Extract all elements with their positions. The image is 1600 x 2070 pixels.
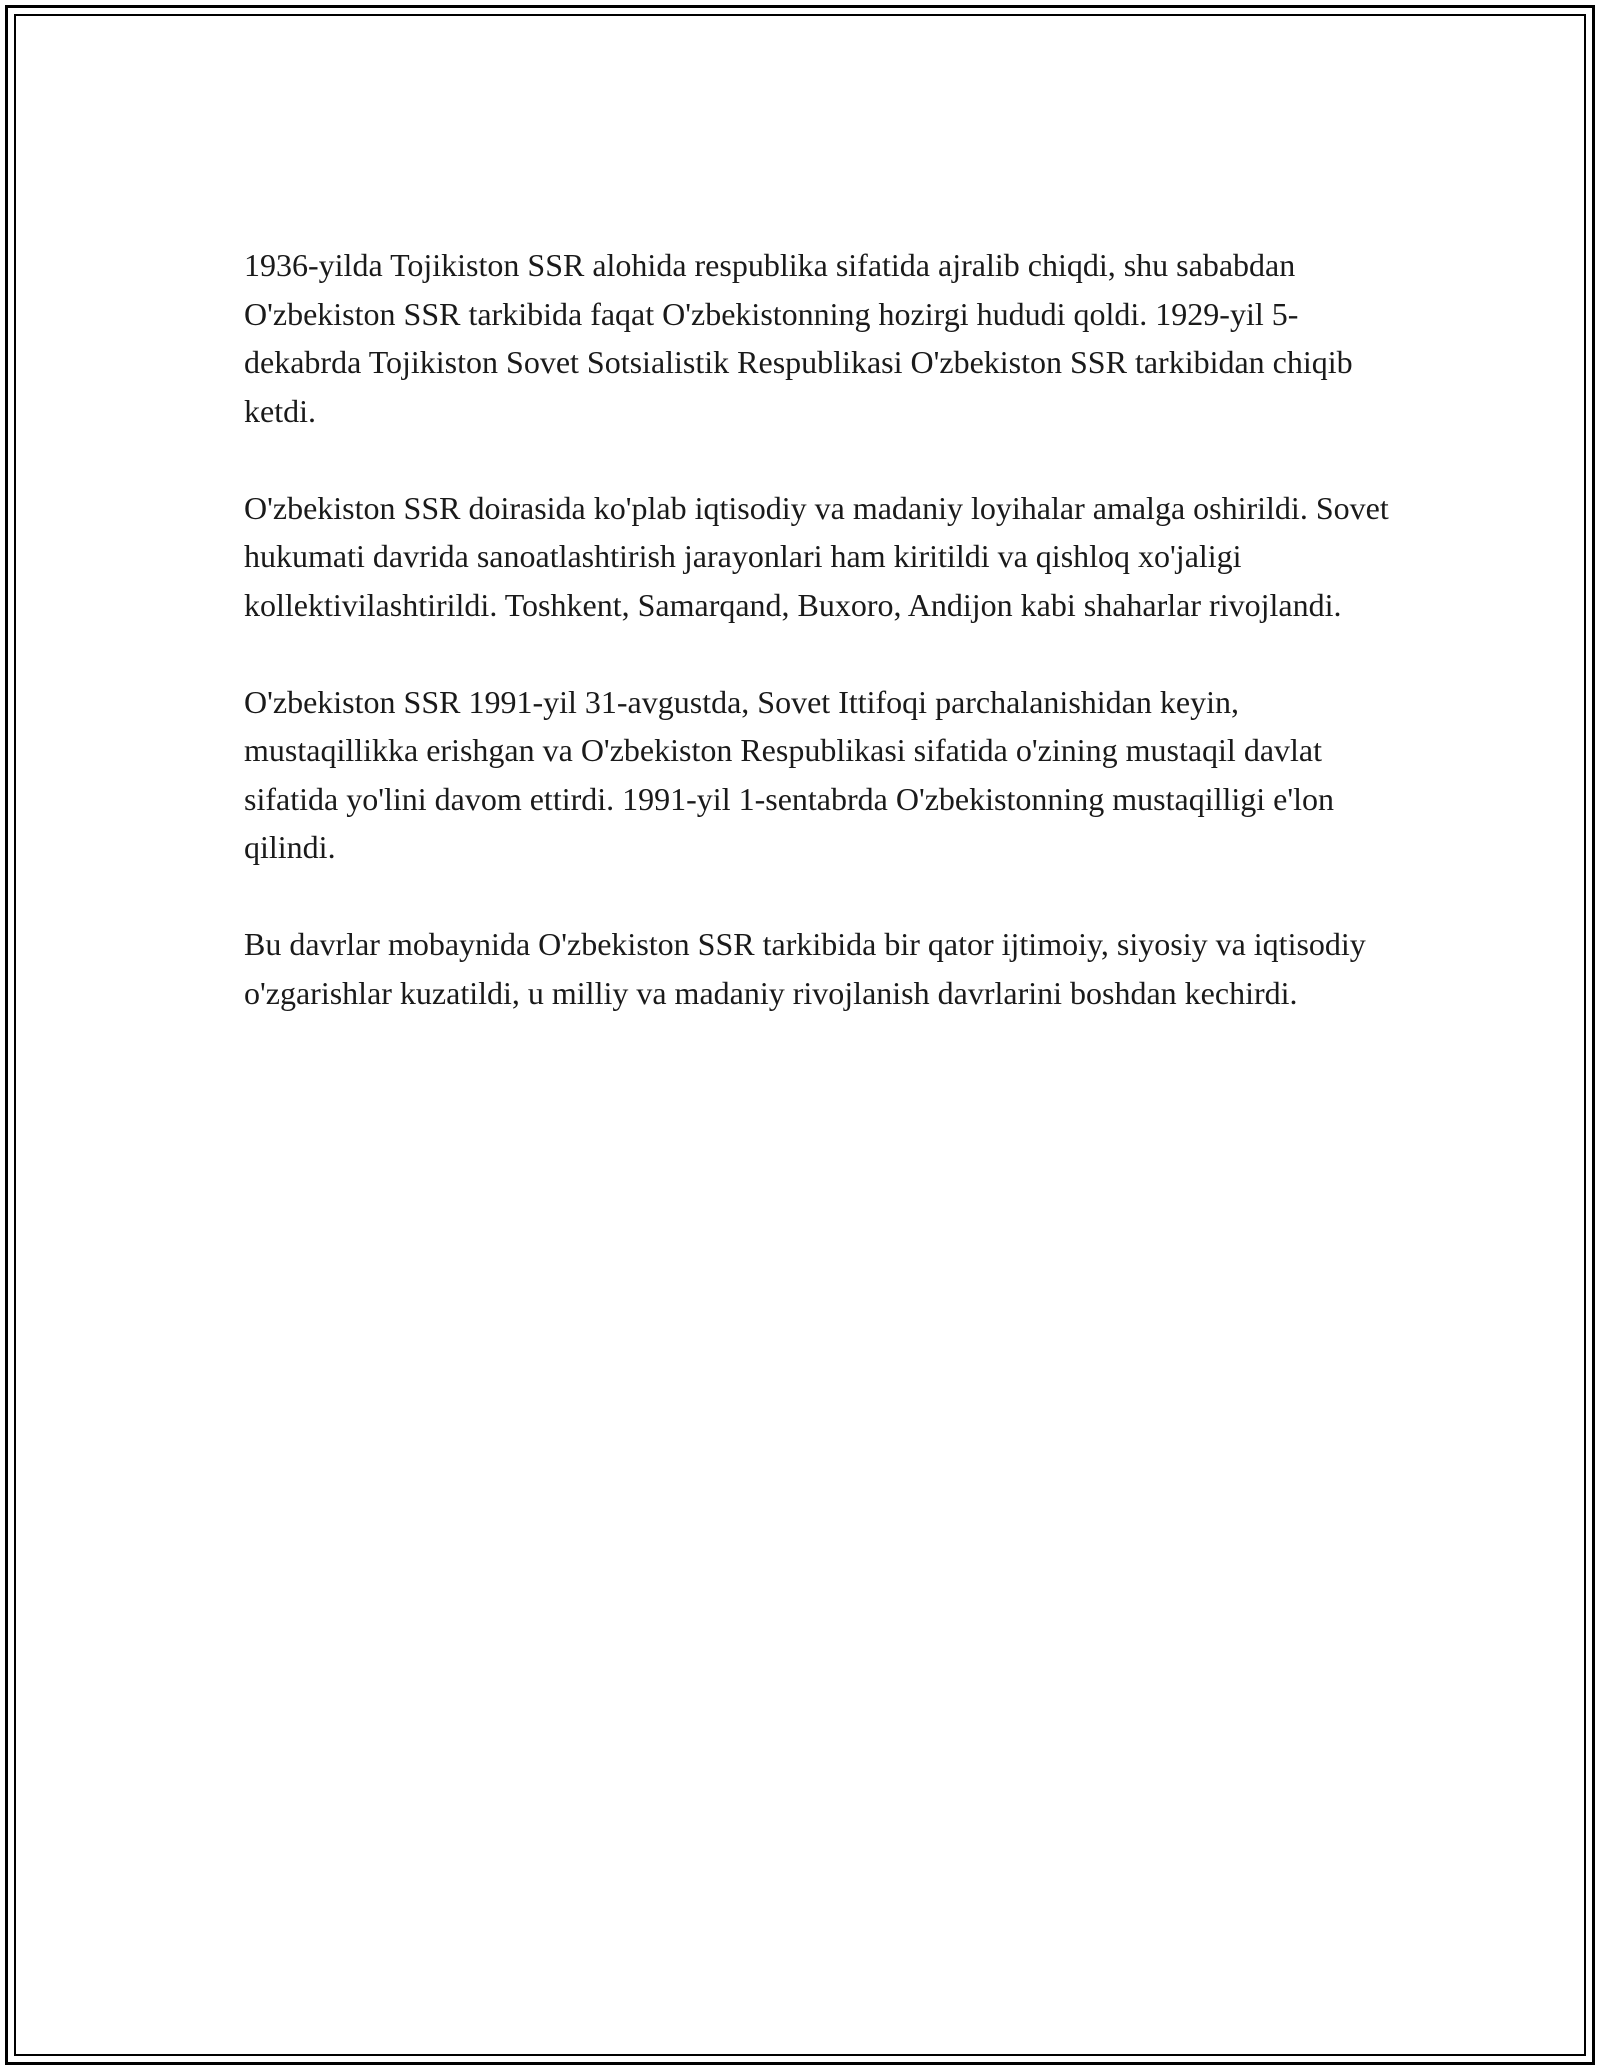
document-body	[244, 241, 1394, 1017]
page-border	[5, 5, 1595, 2065]
paragraph-3: O'zbekiston SSR 1991-yil 31-avgustda, Sovet Ittifoqi parchalanishidan keyin, mustaqillikka erishgan va O'zbekiston Respublikasi sifatida o'zining mustaqil davlat sifatida yo'lini davom ettirdi. 1991-yil 1-sentabrda O'zbekistonning mustaqilligi e'lon qilindi.	[244, 683, 1334, 865]
paragraph-4: Bu davrlar mobaynida O'zbekiston SSR tarkibida bir qator ijtimoiy, siyosiy va iqtisodiy o'zgarishlar kuzatildi, u milliy va madaniy rivojlanish davrlarini boshdan kechirdi.	[244, 926, 1366, 1011]
paragraph-1: 1936-yilda Tojikiston SSR alohida respublika sifatida ajralib chiqdi, shu sababdan O'zbekiston SSR tarkibida faqat O'zbekistonning hozirgi hududi qoldi. 1929-yil 5-dekabrda Tojikiston Sovet Sotsialistik Respublikasi O'zbekiston SSR tarkibidan chiqib ketdi.	[244, 247, 1353, 429]
paragraph-2: O'zbekiston SSR doirasida ko'plab iqtisodiy va madaniy loyihalar amalga oshirildi. Sovet hukumati davrida sanoatlashtirish jarayonlari ham kiritildi va qishloq xo'jaligi kollektivilashtirildi. Toshkent, Samarqand, Buxoro, Andijon kabi shaharlar rivojlandi.	[244, 489, 1389, 623]
